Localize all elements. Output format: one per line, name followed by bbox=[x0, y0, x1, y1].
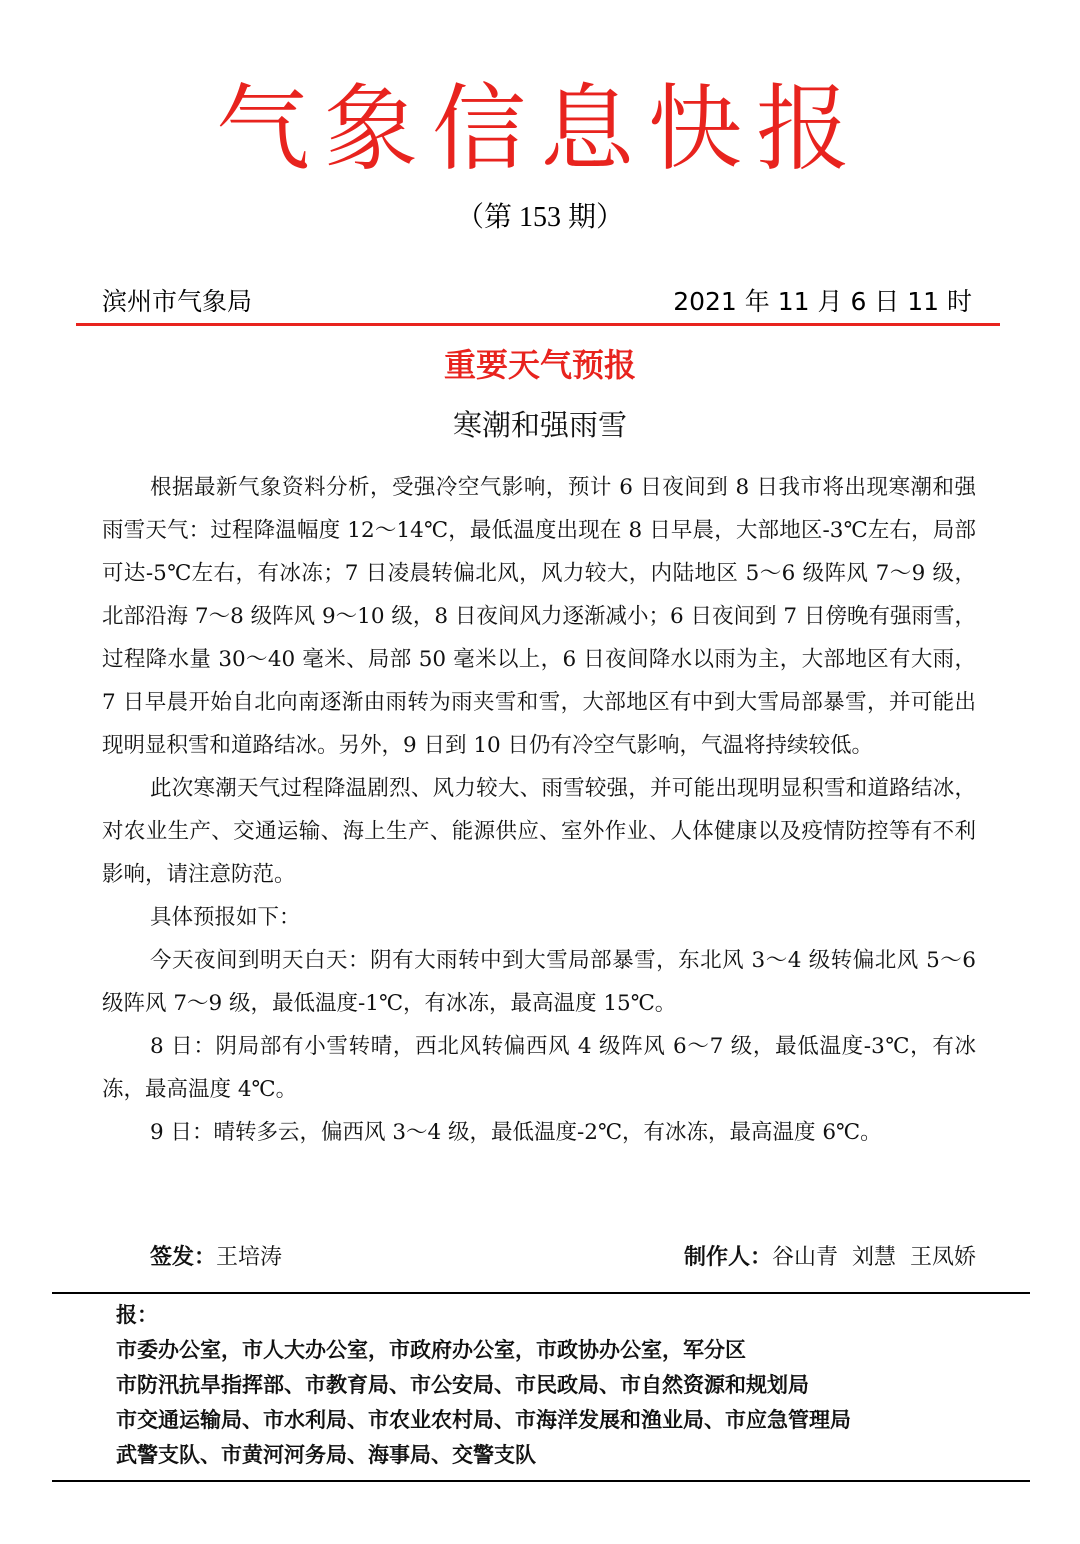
masthead-title: 气象信息快报 bbox=[215, 75, 864, 184]
distribution-list bbox=[116, 1298, 1016, 1473]
bulletin-body bbox=[102, 466, 976, 1154]
signoff-issuer bbox=[150, 1236, 282, 1280]
body-paragraph: 具体预报如下： bbox=[150, 905, 301, 930]
distribution-line: 市委办公室，市人大办公室，市政府办公室，市政协办公室，军分区 bbox=[116, 1338, 746, 1362]
issue-date: 2021 年 11 月 6 日 11 时 bbox=[673, 287, 972, 316]
signoff-issuer-label: 签发： bbox=[150, 1245, 217, 1270]
body-paragraph: 此次寒潮天气过程降温剧烈、风力较大、雨雪较强，并可能出现明显积雪和道路结冰，对农业生产、交通运输、海上生产、能源供应、室外作业、人体健康以及疫情防控等有不利影响，请注意防范。 bbox=[102, 776, 976, 887]
distribution-bottom-rule bbox=[52, 1480, 1030, 1482]
bulletin-subtitle: 寒潮和强雨雪 bbox=[452, 408, 627, 442]
issue-number: （第 153 期） bbox=[455, 202, 624, 233]
signoff-issuer-name: 王培涛 bbox=[216, 1245, 283, 1270]
bulletin-headline: 重要天气预报 bbox=[443, 346, 636, 384]
distribution-label: 报： bbox=[116, 1303, 158, 1327]
signoff-author-names: 谷山青 刘慧 王凤娇 bbox=[772, 1245, 976, 1270]
distribution-top-rule bbox=[52, 1292, 1030, 1294]
distribution-line: 武警支队、市黄河河务局、海事局、交警支队 bbox=[116, 1443, 536, 1467]
body-paragraph: 9 日：晴转多云，偏西风 3～4 级，最低温度-2℃，有冰冻，最高温度 6℃。 bbox=[150, 1120, 882, 1145]
issuer-name: 滨州市气象局 bbox=[102, 287, 253, 316]
body-paragraph: 今天夜间到明天白天：阴有大雨转中到大雪局部暴雪，东北风 3～4 级转偏北风 5～6 级阵风 7～9 级，最低温度-1℃，有冰冻，最高温度 15℃。 bbox=[102, 948, 976, 1016]
red-divider bbox=[76, 323, 1000, 326]
distribution-line: 市交通运输局、市水利局、市农业农村局、市海洋发展和渔业局、市应急管理局 bbox=[116, 1408, 851, 1432]
distribution-line: 市防汛抗旱指挥部、市教育局、市公安局、市民政局、市自然资源和规划局 bbox=[116, 1373, 809, 1397]
signoff-row bbox=[150, 1236, 976, 1280]
signoff-author-label: 制作人： bbox=[684, 1245, 773, 1270]
body-paragraph: 根据最新气象资料分析，受强冷空气影响，预计 6 日夜间到 8 日我市将出现寒潮和强雨雪天气：过程降温幅度 12～14℃，最低温度出现在 8 日早晨，大部地区-3℃左右，局部可达-5℃左右，有冰冻；7 日凌晨转偏北风，风力较大，内陆地区 5～6 级阵风 7～9 级，北部沿海 7～8 级阵风 9～10 级，8 日夜间风力逐渐减小；6 日夜间到 7 日傍晚有强雨雪，过程降水量 30～40 毫米、局部 50 毫米以上，6 日夜间降水以雨为主，大部地区有大雨，7 日早晨开始自北向南逐渐由雨转为雨夹雪和雪，大部地区有中到大雪局部暴雪，并可能出现明显积雪和道路结冰。另外，9 日到 10 日仍有冷空气影响，气温将持续较低。 bbox=[102, 475, 976, 758]
signoff-author bbox=[684, 1236, 976, 1280]
body-paragraph: 8 日：阴局部有小雪转晴，西北风转偏西风 4 级阵风 6～7 级，最低温度-3℃，有冰冻，最高温度 4℃。 bbox=[102, 1034, 976, 1102]
